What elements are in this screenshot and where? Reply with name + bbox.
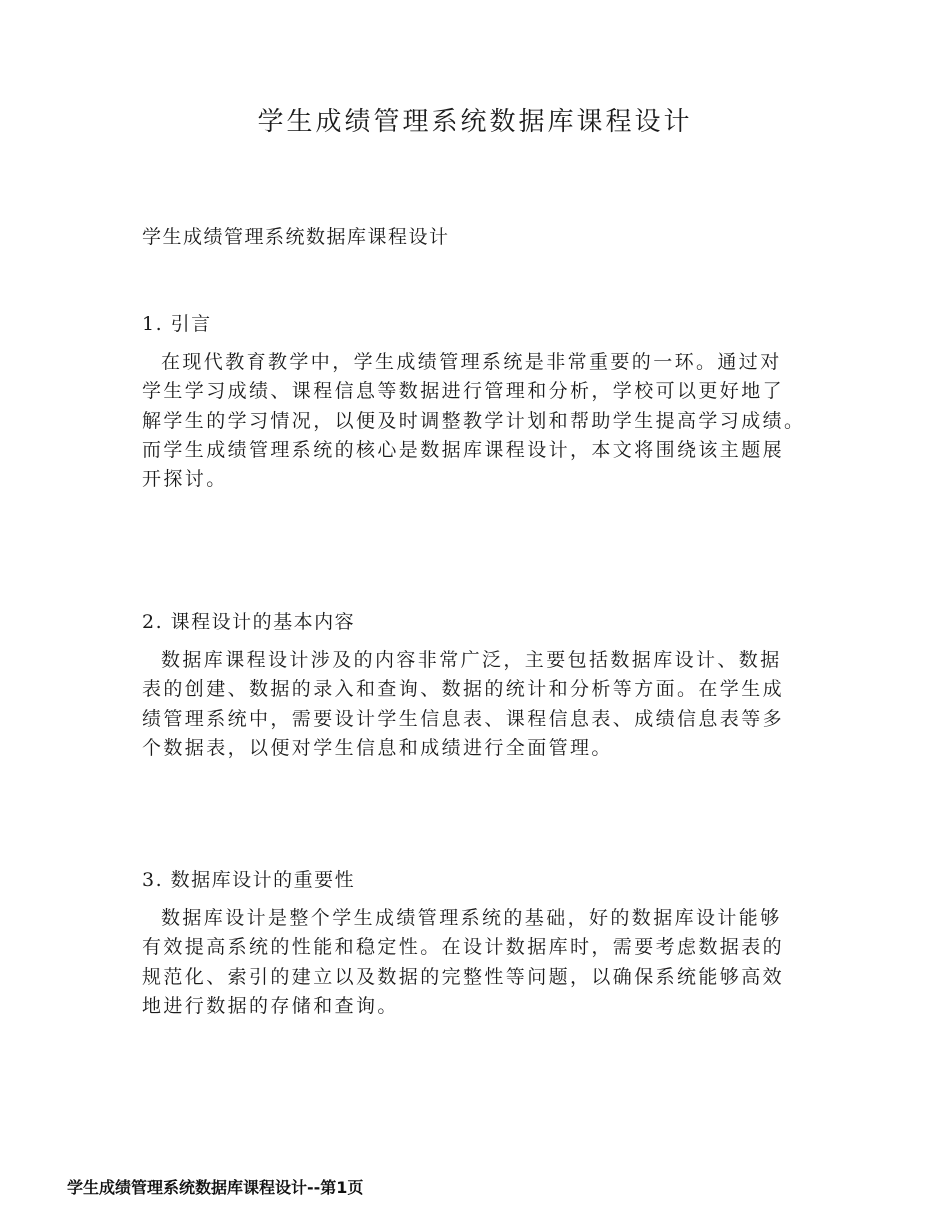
section-course-design-content [142,607,842,762]
paragraph-line: 数据库设计是整个学生成绩管理系统的基础，好的数据库设计能够 [161,907,782,929]
section-paragraph [142,904,842,1020]
paragraph-line: 在现代教育教学中，学生成绩管理系统是非常重要的一环。通过对 [161,351,782,373]
paragraph-line: 数据库课程设计涉及的内容非常广泛，主要包括数据库设计、数据 [161,649,782,671]
page-footer: 学生成绩管理系统数据库课程设计--第1页 [67,1178,364,1197]
paragraph-line: 而学生成绩管理系统的核心是数据库课程设计，本文将围绕该主题展 [142,438,785,461]
paragraph-line: 绩管理系统中，需要设计学生信息表、课程信息表、成绩信息表等多 [142,707,785,730]
page-title: 学生成绩管理系统数据库课程设计 [257,107,693,137]
paragraph-line: 解学生的学习情况，以便及时调整教学计划和帮助学生提高学习成绩。 [142,409,806,432]
paragraph-line: 开探讨。 [142,468,228,491]
document-subtitle: 学生成绩管理系统数据库课程设计 [142,226,450,248]
section-heading: 1. 引言 [142,313,212,335]
paragraph-line: 规范化、索引的建立以及数据的完整性等问题，以确保系统能够高效 [142,965,785,988]
section-database-design-importance [142,865,842,1020]
section-heading: 2. 课程设计的基本内容 [142,611,356,633]
section-introduction [142,309,842,493]
paragraph-line: 个数据表，以便对学生信息和成绩进行全面管理。 [142,736,613,759]
paragraph-line: 表的创建、数据的录入和查询、数据的统计和分析等方面。在学生成 [142,678,785,701]
paragraph-line: 地进行数据的存储和查询。 [142,994,399,1017]
section-paragraph [142,646,842,762]
paragraph-line: 学生学习成绩、课程信息等数据进行管理和分析，学校可以更好地了 [142,380,785,403]
section-paragraph [142,348,842,493]
section-heading: 3. 数据库设计的重要性 [142,869,356,891]
paragraph-line: 有效提高系统的性能和稳定性。在设计数据库时，需要考虑数据表的 [142,936,785,959]
